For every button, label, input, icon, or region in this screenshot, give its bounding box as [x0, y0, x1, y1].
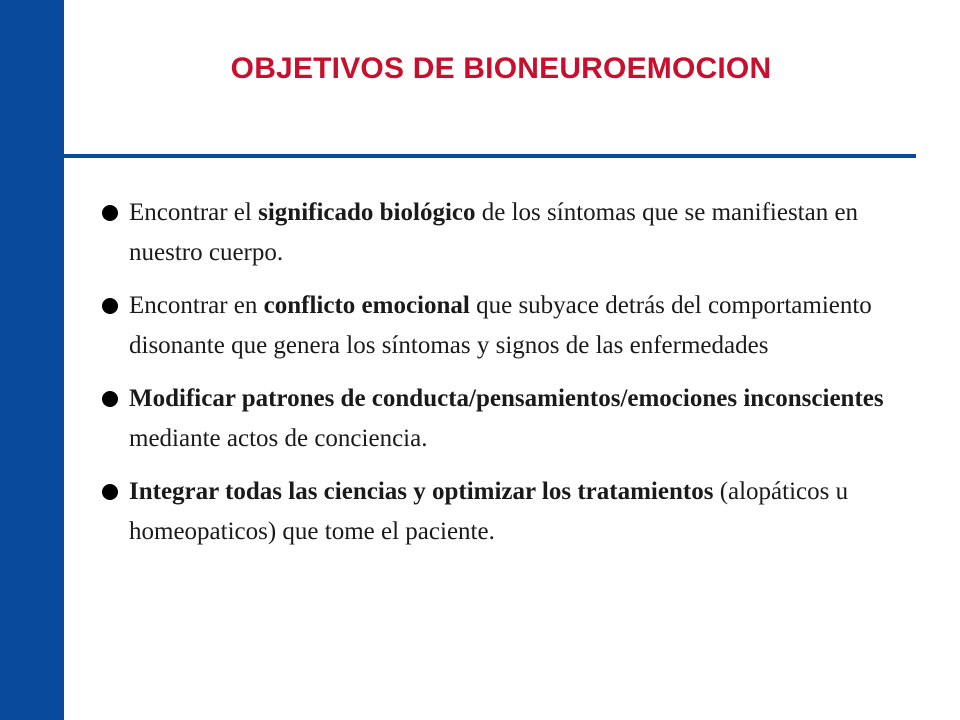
- text-run: mediante actos de conciencia.: [129, 425, 428, 452]
- text-run-bold: Modificar patrones de conducta/pensamientos/emociones inconscientes: [129, 385, 884, 412]
- left-accent-bar: [0, 0, 64, 720]
- text-run-bold: Integrar todas las ciencias y optimizar los tratamientos: [129, 478, 714, 505]
- bullet-item: [100, 472, 930, 552]
- bullet-dot-icon: [102, 205, 118, 221]
- bullet-text: [129, 385, 884, 452]
- text-run-bold: significado biológico: [258, 199, 476, 226]
- bullet-dot-icon: [102, 298, 118, 314]
- bullet-dot-icon: [102, 391, 118, 407]
- title-divider: [64, 154, 916, 158]
- bullet-text: [129, 292, 872, 359]
- bullet-list: [100, 193, 930, 565]
- bullet-text: [129, 199, 858, 266]
- slide-title: OBJETIVOS DE BIONEUROEMOCION: [230, 52, 772, 85]
- text-run: (alopáticos u homeopaticos) que tome el paciente.: [129, 478, 849, 545]
- bullet-item: [100, 379, 930, 459]
- bullet-item: [100, 286, 930, 366]
- text-run: Encontrar en: [129, 292, 264, 319]
- bullet-text: [129, 478, 848, 545]
- text-run-bold: conflicto emocional: [263, 292, 470, 319]
- text-run: que subyace detrás del comportamiento disonante que genera los síntomas y signos de las enfermedades: [129, 292, 872, 359]
- bullet-dot-icon: [102, 484, 118, 500]
- text-run: Encontrar el: [129, 199, 259, 226]
- text-run: de los síntomas que se manifiestan en nuestro cuerpo.: [129, 199, 859, 266]
- bullet-item: [100, 193, 930, 273]
